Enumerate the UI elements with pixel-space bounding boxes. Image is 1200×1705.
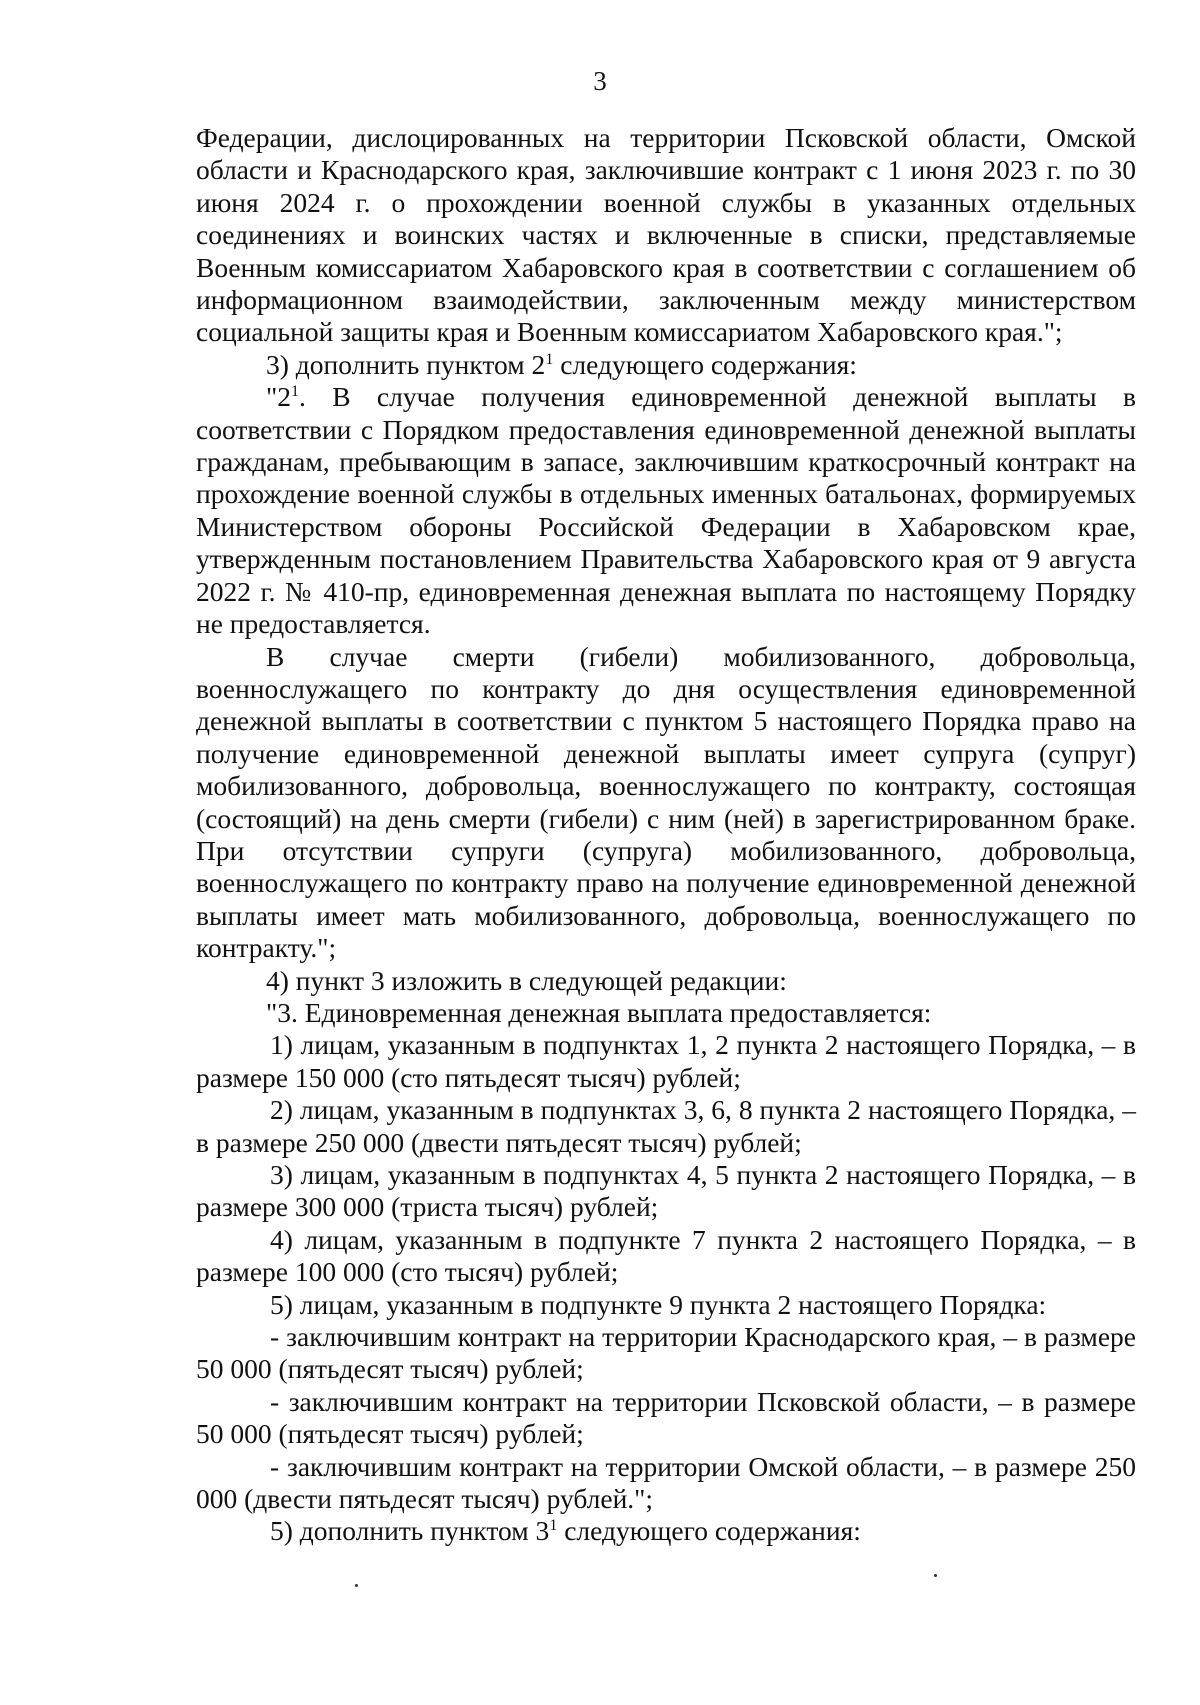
- paragraph-2-superscript: 1: [545, 350, 554, 368]
- paragraph-3-superscript: 1: [290, 383, 299, 401]
- paragraph-2-text-b: следующего содержания:: [553, 348, 857, 380]
- paragraph-8: 2) лицам, указанным в подпунктах 3, 6, 8 пункта 2 настоящего Порядка, – в размере 250 000 (двести пятьдесят тысяч) рублей;: [196, 1094, 1136, 1158]
- paragraph-12: - заключившим контракт на территории Краснодарского края, – в размере 50 000 (пятьдесят тысяч) рублей;: [196, 1321, 1136, 1385]
- paragraph-9: 3) лицам, указанным в подпунктах 4, 5 пункта 2 настоящего Порядка, – в размере 300 000 (триста тысяч) рублей;: [196, 1159, 1136, 1223]
- paragraph-15: [196, 1515, 1136, 1547]
- document-body: [196, 122, 1136, 1548]
- paragraph-6: "3. Единовременная денежная выплата предоставляется:: [266, 996, 932, 1028]
- paragraph-15-superscript: 1: [549, 1517, 558, 1535]
- paragraph-11: 5) лицам, указанным в подпункте 9 пункта 2 настоящего Порядка:: [270, 1288, 1047, 1320]
- paragraph-3-text-b: . В случае получения единовременной денежной выплаты в соответствии с Порядком предоставления единовременной денежной выплаты гражданам, пребывающим в запасе, заключившим краткосрочный контракт на прохождение военной службы в отдельных именных батальонах, формируемых Министерством обороны Российской Федерации в Хабаровском крае, утвержденным постановлением Правительства Хабаровского края от 9 августа 2022 г. № 410-пр, единовременная денежная выплата по настоящему Порядку не предоставляется.: [196, 381, 1136, 640]
- scan-speck: [934, 1574, 937, 1577]
- page-number: 3: [593, 66, 607, 96]
- scan-speck: [355, 1584, 358, 1587]
- paragraph-2-text-a: 3) дополнить пунктом 2: [266, 348, 546, 380]
- paragraph-15-text-b: следующего содержания:: [557, 1515, 861, 1547]
- paragraph-14: - заключившим контракт на территории Омской области, – в размере 250 000 (двести пятьдесят тысяч) рублей.";: [196, 1450, 1136, 1515]
- paragraph-4: В случае смерти (гибели) мобилизованного, добровольца, военнослужащего по контракту до дня осуществления единовременной денежной выплаты в соответствии с пунктом 5 настоящего Порядка право на получение единовременной денежной выплаты имеет супруга (супруг) мобилизованного, добровольца, военнослужащего по контракту, состоящая (состоящий) на день смерти (гибели) с ним (ней) в зарегистрированном браке. При отсутствии супруги (супруга) мобилизованного, добровольца, военнослужащего по контракту право на получение единовременной денежной выплаты имеет мать мобилизованного, добровольца, военнослужащего по контракту.";: [196, 640, 1136, 964]
- paragraph-13: - заключившим контракт на территории Псковской области, – в размере 50 000 (пятьдесят тысяч) рублей;: [196, 1385, 1136, 1450]
- paragraph-3: [196, 381, 1136, 640]
- paragraph-3-text-a: "2: [266, 381, 291, 413]
- paragraph-2: [196, 349, 1136, 381]
- paragraph-7: 1) лицам, указанным в подпунктах 1, 2 пункта 2 настоящего Порядка, – в размере 150 000 (сто пятьдесят тысяч) рублей;: [196, 1029, 1136, 1093]
- paragraph-15-text-a: 5) дополнить пунктом 3: [270, 1515, 550, 1547]
- paragraph-1: Федерации, дислоцированных на территории Псковской области, Омской области и Краснодарского края, заключившие контракт с 1 июня 2023 г. по 30 июня 2024 г. о прохождении военной службы в указанных отдельных соединениях и воинских частях и включенные в списки, представляемые Военным комиссариатом Хабаровского края в соответствии с соглашением об информационном взаимодействии, заключенным между министерством социальной защиты края и Военным комиссариатом Хабаровского края.";: [196, 122, 1136, 348]
- paragraph-10: 4) лицам, указанным в подпункте 7 пункта 2 настоящего Порядка, – в размере 100 000 (сто тысяч) рублей;: [196, 1223, 1136, 1288]
- paragraph-5: 4) пункт 3 изложить в следующей редакции:: [266, 964, 787, 996]
